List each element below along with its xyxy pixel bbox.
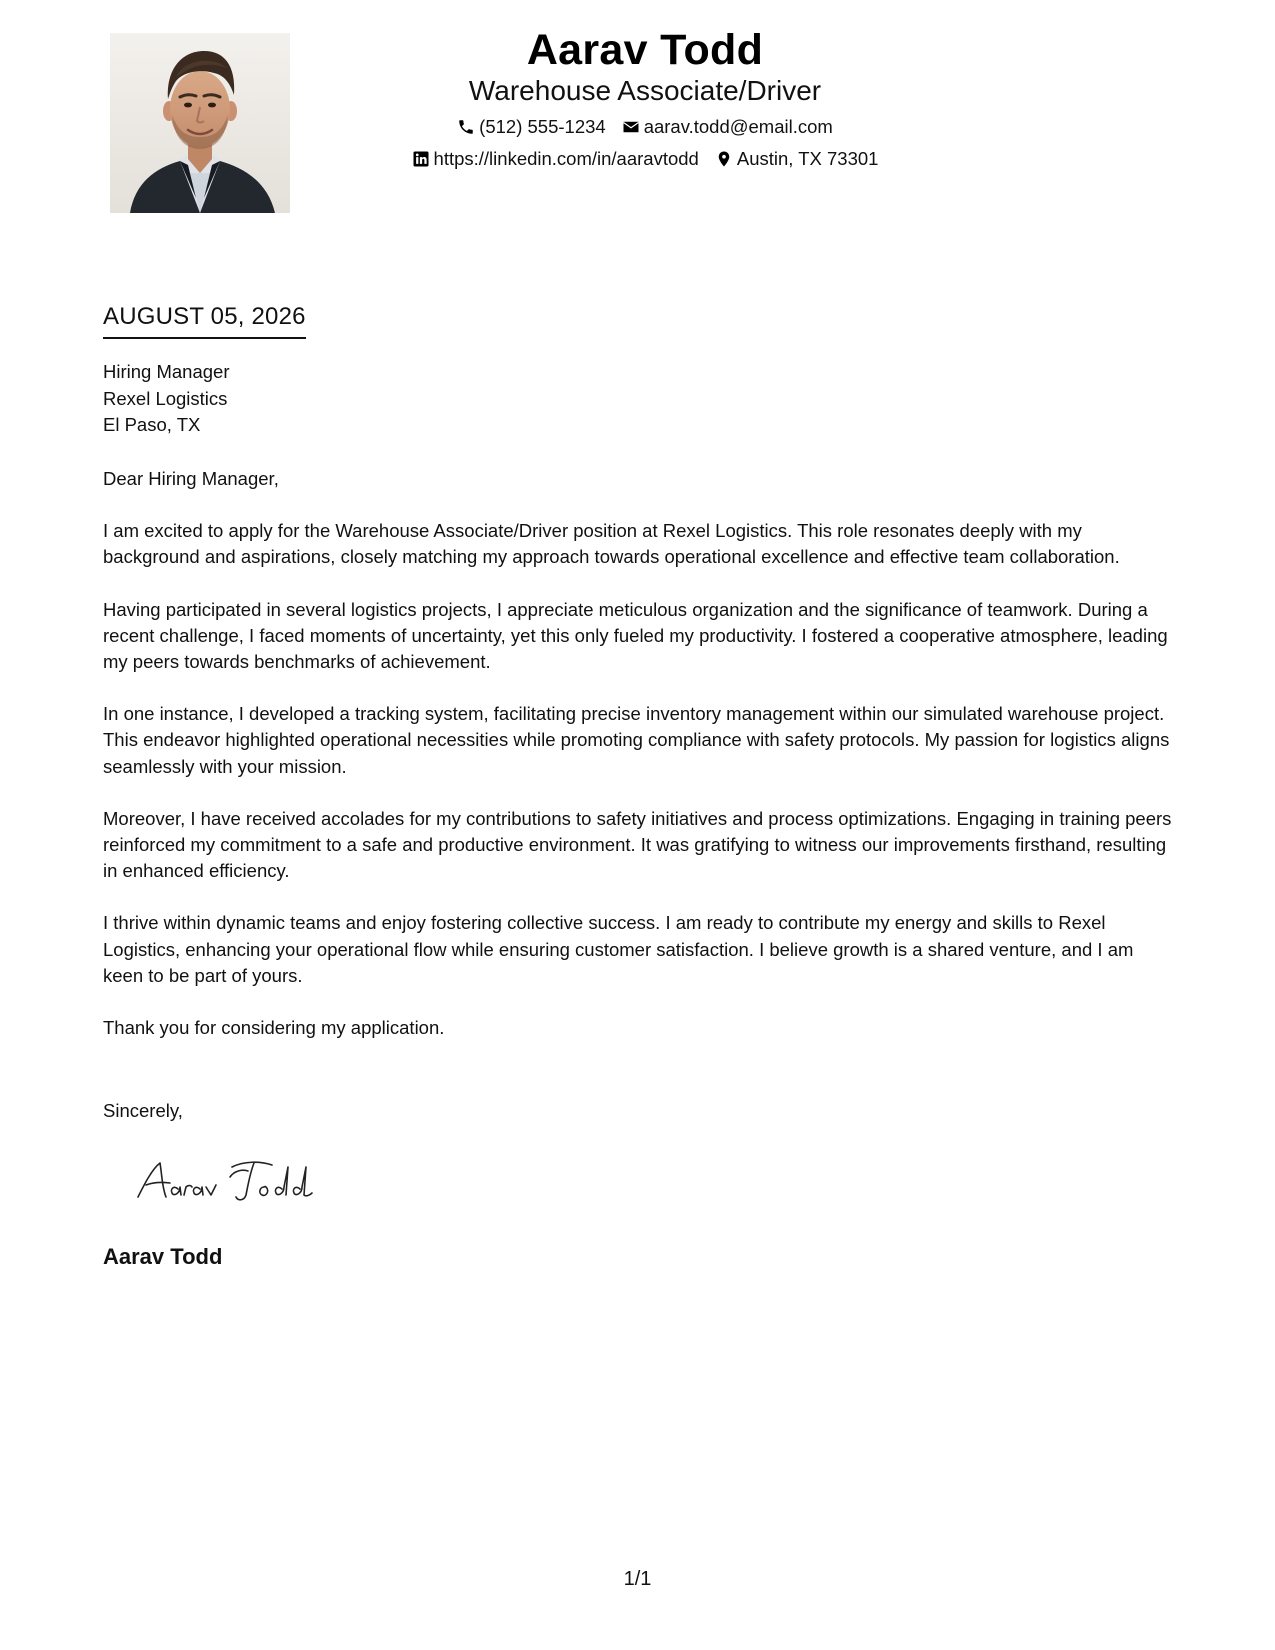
location-text: Austin, TX 73301 <box>736 148 879 169</box>
page-number: 1/1 <box>623 1568 652 1590</box>
body-paragraph: Moreover, I have received accolades for my contributions to safety initiatives and process optimizations. Engaging in training peers reinforced my commitment to a safe and productive environment. It was gratifying to witness our improvements firsthand, resulting in enhanced efficiency. <box>103 807 1172 882</box>
location-contact <box>715 148 879 170</box>
body-paragraph: Having participated in several logistics projects, I appreciate meticulous organization and the significance of teamwork. During a recent challenge, I faced moments of uncertainty, yet this only fueled my productivity. I fostered a cooperative atmosphere, leading my peers towards benchmarks of achievement. <box>103 598 1168 673</box>
letter-header <box>300 20 990 170</box>
envelope-icon <box>622 118 640 136</box>
linkedin-contact[interactable] <box>412 148 699 170</box>
email-contact[interactable] <box>622 116 833 138</box>
linkedin-url: https://linkedin.com/in/aaravtodd <box>433 148 699 169</box>
recipient-block <box>103 359 229 439</box>
closing-line: Sincerely, <box>103 1100 183 1121</box>
recipient-location: El Paso, TX <box>103 414 201 435</box>
phone-icon <box>457 118 475 136</box>
avatar <box>110 33 290 213</box>
letter-date: AUGUST 05, 2026 <box>103 302 306 339</box>
body-paragraph: I thrive within dynamic teams and enjoy fostering collective success. I am ready to contribute my energy and skills to Rexel Logistics, enhancing your operational flow while ensuring customer satisfaction. I believe growth is a shared venture, and I am keen to be part of yours. <box>103 912 1134 986</box>
linkedin-icon <box>412 150 430 168</box>
handwritten-signature <box>132 1155 342 1205</box>
map-pin-icon <box>715 150 733 168</box>
applicant-title: Warehouse Associate/Driver <box>468 75 822 106</box>
salutation: Dear Hiring Manager, <box>103 468 279 489</box>
body-paragraph: I am excited to apply for the Warehouse Associate/Driver position at Rexel Logistics. This role resonates deeply with my background and aspirations, closely matching my approach towards operational excellence and effective team collaboration. <box>103 520 1120 568</box>
body-paragraph: In one instance, I developed a tracking system, facilitating precise inventory management within our simulated warehouse project. This endeavor highlighted operational necessities while promoting compliance with safety protocols. My passion for logistics aligns seamlessly with your mission. <box>103 703 1170 777</box>
signer-name: Aarav Todd <box>103 1244 223 1269</box>
applicant-name: Aarav Todd <box>526 26 764 74</box>
letter-body <box>103 466 1178 1067</box>
email-address: aarav.todd@email.com <box>643 116 833 137</box>
profile-photo <box>110 33 290 213</box>
contact-line-1 <box>300 116 990 138</box>
recipient-company: Rexel Logistics <box>103 387 228 409</box>
thanks-line: Thank you for considering my application. <box>103 1017 445 1039</box>
recipient-title: Hiring Manager <box>103 361 230 382</box>
signature-image <box>132 1155 342 1205</box>
contact-line-2 <box>300 148 990 170</box>
phone-contact[interactable] <box>457 116 606 138</box>
phone-number: (512) 555-1234 <box>479 116 606 137</box>
